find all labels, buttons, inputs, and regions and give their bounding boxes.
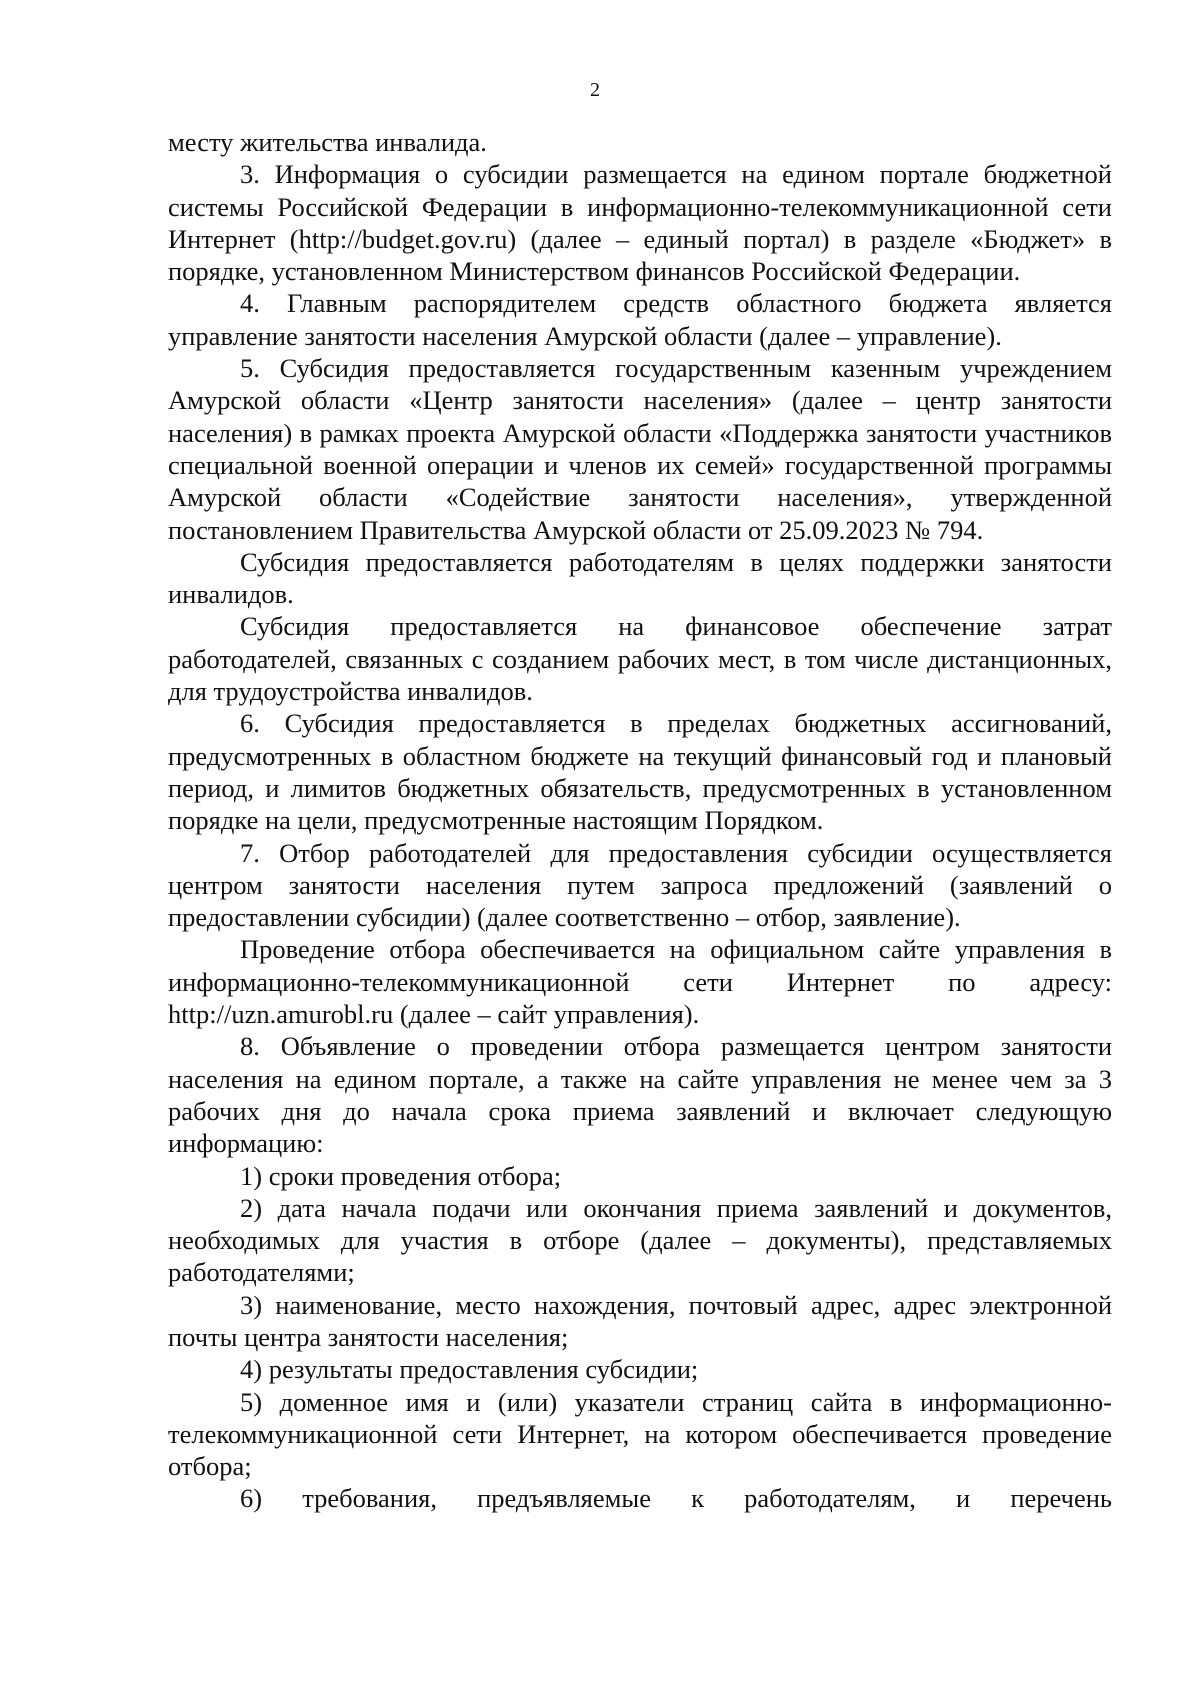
paragraph-13: 4) результаты предоставления субсидии; [240, 1354, 699, 1385]
paragraph-8: Проведение отбора обеспечивается на официальном сайте управления в информационно-телекоммуникационной сети Интернет по адресу: http://uzn.amurobl.ru (далее – сайт управления). [168, 934, 1112, 1030]
paragraph-7: 7. Отбор работодателей для предоставления субсидии осуществляется центром занятости населения путем запроса предложений (заявлений о предоставлении субсидии) (далее соответственно – отбор, заявление). [168, 837, 1112, 933]
paragraph-6: 6. Субсидия предоставляется в пределах бюджетных ассигнований, предусмотренных в областном бюджете на текущий финансовый год и плановый период, и лимитов бюджетных обязательств, предусмотренных в установленном порядке на цели, предусмотренные настоящим Порядком. [168, 708, 1112, 836]
document-body [168, 126, 1112, 1515]
paragraph-12: 3) наименование, место нахождения, почтовый адрес, адрес электронной почты центра занятости населения; [168, 1289, 1112, 1352]
paragraph-4: Субсидия предоставляется работодателям в целях поддержки занятости инвалидов. [168, 546, 1112, 610]
paragraph-9: 8. Объявление о проведении отбора размещается центром занятости населения на едином портале, а также на сайте управления не менее чем за 3 рабочих дня до начала срока приема заявлений и включает следующую информацию: [168, 1031, 1112, 1159]
paragraph-0: месту жительства инвалида. [168, 127, 487, 157]
paragraph-5: Субсидия предоставляется на финансовое обеспечение затрат работодателей, связанных с созданием рабочих мест, в том числе дистанционных, для трудоустройства инвалидов. [168, 611, 1112, 707]
paragraph-10: 1) сроки проведения отбора; [240, 1160, 562, 1191]
page-number: 2 [590, 79, 600, 101]
paragraph-15: 6) требования, предъявляемые к работодателям, и перечень [240, 1483, 1112, 1514]
paragraph-1: 3. Информация о субсидии размещается на едином портале бюджетной системы Российской Федерации в информационно-телекоммуникационной сети Интернет (http://budget.gov.ru) (далее – единый портал) в разделе «Бюджет» в порядке, установленном Министерством финансов Российской Федерации. [168, 159, 1112, 287]
paragraph-2: 4. Главным распорядителем средств областного бюджета является управление занятости населения Амурской области (далее – управление). [168, 288, 1112, 351]
paragraph-3: 5. Субсидия предоставляется государственным казенным учреждением Амурской области «Центр занятости населения» (далее – центр занятости населения) в рамках проекта Амурской области «Поддержка занятости участников специальной военной операции и членов их семей» государственной программы Амурской области «Содействие занятости населения», утвержденной постановлением Правительства Амурской области от 25.09.2023 № 794. [168, 353, 1112, 545]
paragraph-11: 2) дата начала подачи или окончания приема заявлений и документов, необходимых для участия в отборе (далее – документы), представляемых работодателями; [168, 1192, 1112, 1288]
paragraph-14: 5) доменное имя и (или) указатели страниц сайта в информационно-телекоммуникационной сети Интернет, на котором обеспечивается проведение отбора; [168, 1386, 1112, 1482]
